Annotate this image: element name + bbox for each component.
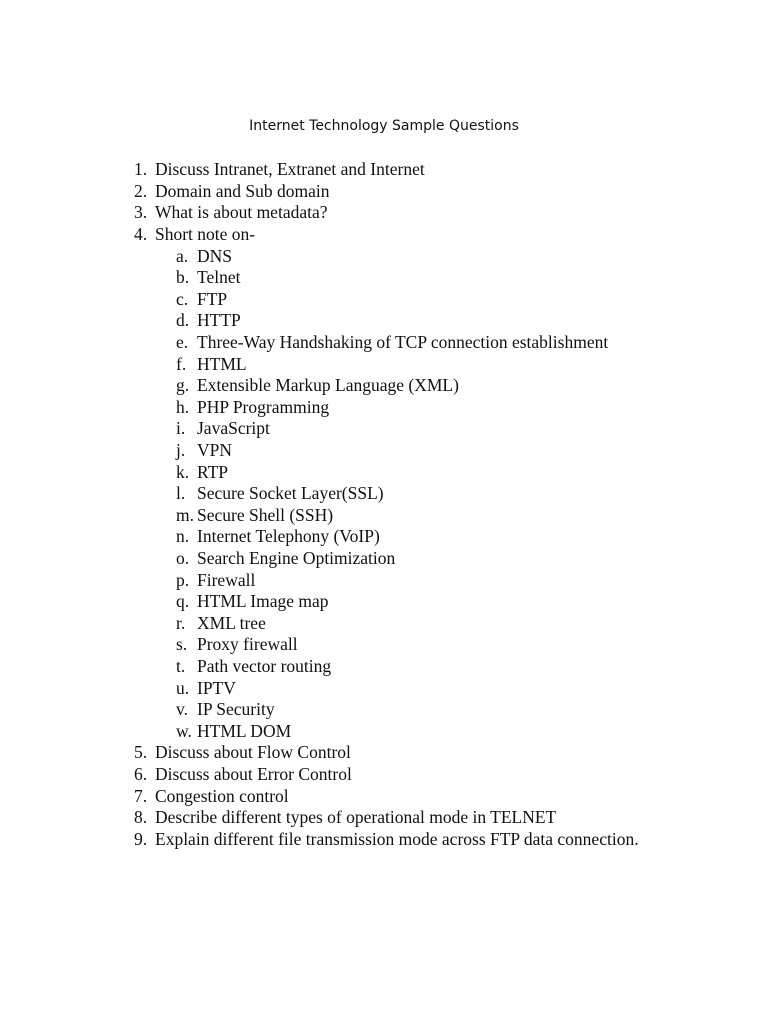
subitem-text: Telnet	[197, 267, 241, 287]
subitem-text: Internet Telephony (VoIP)	[197, 526, 380, 546]
subitem-letter: r.	[176, 613, 186, 633]
item-text: What is about metadata?	[155, 202, 328, 222]
document-title: Internet Technology Sample Questions	[249, 118, 519, 134]
subitem-text: Firewall	[197, 570, 256, 590]
item-number: 9.	[134, 829, 148, 849]
subitem-letter: j.	[176, 440, 186, 460]
subitem-letter: p.	[176, 570, 190, 590]
subitem-letter: o.	[176, 548, 190, 568]
subitem-text: Search Engine Optimization	[197, 548, 396, 568]
item-text: Discuss about Error Control	[155, 764, 352, 784]
item-number: 6.	[134, 764, 148, 784]
item-text: Discuss about Flow Control	[155, 742, 351, 762]
subitem-letter: v.	[176, 699, 188, 719]
subitem-text: IP Security	[197, 699, 275, 719]
item-text: Discuss Intranet, Extranet and Internet	[155, 159, 425, 179]
subitem-text: XML tree	[197, 613, 266, 633]
item-number: 2.	[134, 181, 148, 201]
subitem-letter: m.	[176, 505, 194, 525]
subitem-letter: s.	[176, 634, 188, 654]
subitem-text: Path vector routing	[197, 656, 332, 676]
item-number: 7.	[134, 786, 148, 806]
subitem-text: Secure Socket Layer(SSL)	[197, 483, 384, 503]
subitem-letter: a.	[176, 246, 189, 266]
subitem-letter: l.	[176, 483, 186, 503]
item-number: 1.	[134, 159, 148, 179]
item-text: Domain and Sub domain	[155, 181, 330, 201]
subitem-letter: e.	[176, 332, 189, 352]
subitem-letter: k.	[176, 462, 190, 482]
subitem-letter: h.	[176, 397, 190, 417]
item-text: Explain different file transmission mode across FTP data connection.	[155, 829, 639, 849]
subitem-text: HTML	[197, 354, 247, 374]
item-number: 4.	[134, 224, 148, 244]
subitem-text: Extensible Markup Language (XML)	[197, 375, 459, 395]
subitem-letter: b.	[176, 267, 190, 287]
subitem-letter: w.	[176, 721, 192, 741]
subitem-text: Three-Way Handshaking of TCP connection establishment	[197, 332, 609, 352]
subitem-letter: g.	[176, 375, 190, 395]
item-text: Describe different types of operational mode in TELNET	[155, 807, 557, 827]
subitem-text: JavaScript	[197, 418, 270, 438]
subitem-text: Secure Shell (SSH)	[197, 505, 334, 525]
subitem-letter: u.	[176, 678, 190, 698]
item-number: 5.	[134, 742, 148, 762]
subitem-text: Proxy firewall	[197, 634, 298, 654]
subitem-text: HTML DOM	[197, 721, 292, 741]
subitem-letter: d.	[176, 310, 190, 330]
subitem-text: HTML Image map	[197, 591, 329, 611]
item-number: 8.	[134, 807, 148, 827]
subitem-letter: n.	[176, 526, 190, 546]
subitem-text: IPTV	[197, 678, 236, 698]
item-text: Congestion control	[155, 786, 289, 806]
item-text: Short note on-	[155, 224, 256, 244]
subitem-text: DNS	[197, 246, 233, 266]
subitem-letter: q.	[176, 591, 190, 611]
subitem-text: PHP Programming	[197, 397, 330, 417]
subitem-text: HTTP	[197, 310, 241, 330]
subitem-letter: t.	[176, 656, 186, 676]
subitem-letter: f.	[176, 354, 187, 374]
subitem-text: RTP	[197, 462, 229, 482]
subitem-letter: c.	[176, 289, 189, 309]
subitem-text: FTP	[197, 289, 228, 309]
item-number: 3.	[134, 202, 148, 222]
subitem-text: VPN	[197, 440, 233, 460]
subitem-letter: i.	[176, 418, 186, 438]
